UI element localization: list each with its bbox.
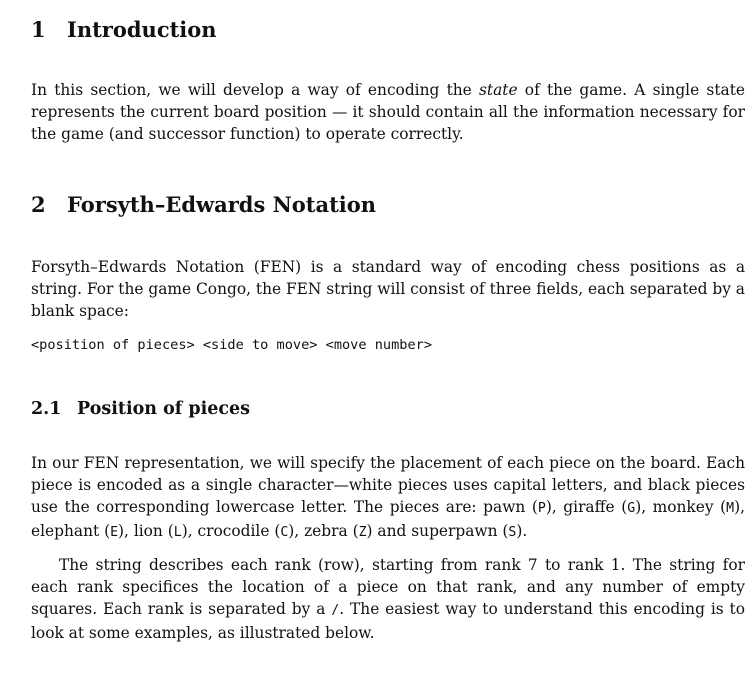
text-run: In our FEN representation, we will specify the placement of each piece on the board. Each piece is encoded as a single character—white pieces uses capital letters, and black pieces use the corresponding lowercase letter. The pieces are: pawn ( <box>31 454 745 516</box>
piece-code-superpawn: S <box>508 525 517 540</box>
text-run: ), crocodile ( <box>181 522 281 540</box>
text-run: ), zebra ( <box>288 522 359 540</box>
piece-code-elephant: E <box>110 525 119 540</box>
rank-separator-code: / <box>331 603 340 618</box>
text-run: . The easiest way to understand this encoding is to look at some examples, as illustrated below. <box>31 600 745 642</box>
text-run: The string describes each rank (row), starting from rank 7 to rank 1. The string for each rank specifices the location of a piece on that rank, and any number of empty squares. Each rank is separated by a <box>31 556 745 618</box>
section-number: 1 <box>31 17 46 42</box>
emphasis-state: state <box>479 81 518 99</box>
text-run: ), lion ( <box>118 522 174 540</box>
text-run: ), giraffe ( <box>545 498 628 516</box>
text-run: of the game. A single state represents the current board position — it should contain all the information necessary for the game (and successor function) to operate correctly. <box>31 81 745 143</box>
piece-code-lion: L <box>173 525 182 540</box>
text-run: ). <box>516 522 528 540</box>
section-title: Introduction <box>67 17 217 42</box>
pieces-paragraph <box>31 452 745 544</box>
fen-format-code: <position of pieces> <side to move> <move number> <box>31 337 433 353</box>
text-run: ), monkey ( <box>635 498 727 516</box>
piece-code-crocodile: C <box>280 525 289 540</box>
section-heading-fen <box>31 192 376 217</box>
introduction-paragraph <box>31 79 745 145</box>
subsection-heading-position <box>31 399 250 419</box>
section-heading-introduction <box>31 17 217 42</box>
text-run: ) and superpawn ( <box>366 522 509 540</box>
section-number: 2 <box>31 192 46 217</box>
fen-paragraph: Forsyth–Edwards Notation (FEN) is a standard way of encoding chess positions as a string. For the game Congo, the FEN string will consist of three fields, each separated by a blank space: <box>31 258 745 320</box>
piece-code-giraffe: G <box>627 501 636 516</box>
subsection-title: Position of pieces <box>77 399 251 419</box>
subsection-number: 2.1 <box>31 399 62 419</box>
section-title: Forsyth–Edwards Notation <box>67 192 377 217</box>
text-run: ), elephant ( <box>31 498 745 540</box>
text-run: In this section, we will develop a way of encoding the <box>31 81 480 99</box>
piece-code-pawn: P <box>537 501 546 516</box>
piece-code-monkey: M <box>726 501 735 516</box>
piece-code-zebra: Z <box>358 525 367 540</box>
rank-description-paragraph <box>31 554 745 644</box>
